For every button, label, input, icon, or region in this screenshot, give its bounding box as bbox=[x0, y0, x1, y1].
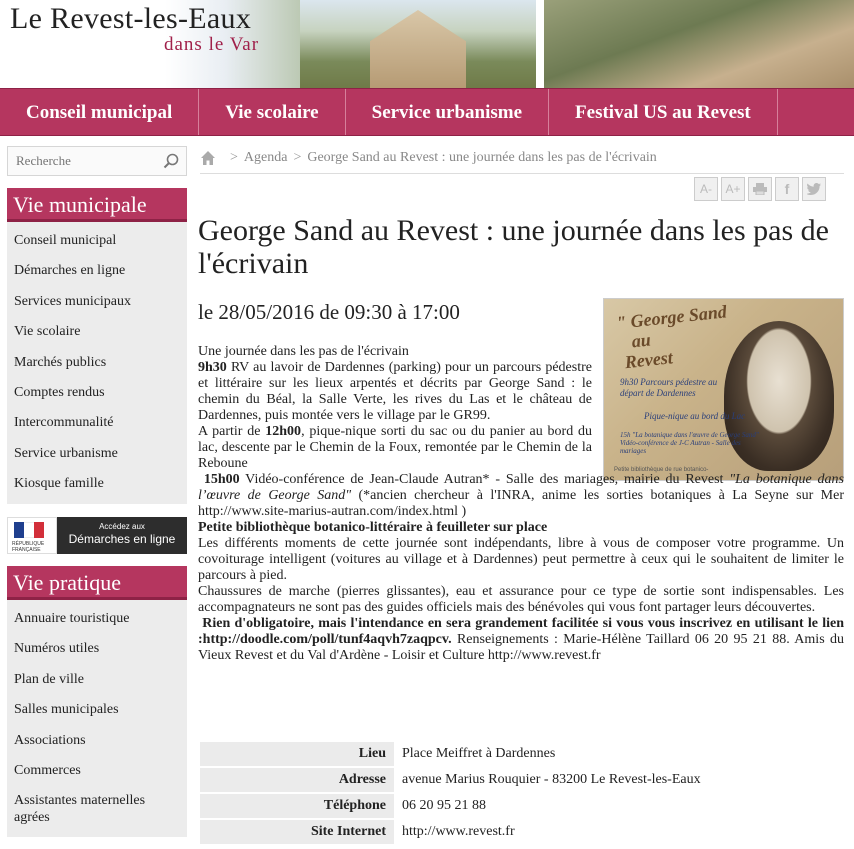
demarches-banner-line1: Accédez aux bbox=[99, 522, 145, 531]
search-input[interactable] bbox=[8, 147, 158, 175]
event-date: le 28/05/2016 de 09:30 à 17:00 bbox=[198, 300, 460, 324]
poster-note-2: Pique-nique au bord du Lac bbox=[644, 411, 746, 421]
site-subtitle: dans le Var bbox=[164, 34, 260, 55]
search-icon[interactable] bbox=[163, 153, 179, 169]
info-value-link[interactable]: http://www.revest.fr bbox=[394, 820, 844, 844]
poster-caption: Petite bibliothèque de rue botanico- bbox=[614, 467, 709, 473]
paragraph-parcours: 9h30 RV au lavoir de Dardennes (parking) pour un parcours pédestre et littéraire sur les lieux arpentés et décrits par George Sand : le chemin du Béal, la Salle Verte, les rives du Las et le château de Dardennes, puis montée vers le village par le GR99. bbox=[198, 360, 592, 423]
breadcrumb-separator: > bbox=[230, 150, 238, 165]
topnav-vie-scolaire[interactable]: Vie scolaire bbox=[199, 89, 345, 136]
paragraph-pique-nique: A partir de 12h00, pique-nique sorti du sac ou du panier au bord du lac, descente par le Chemin de la Foux, remontée par le Chemin de la Reboune bbox=[198, 424, 592, 471]
table-row bbox=[200, 742, 844, 766]
event-description bbox=[198, 344, 844, 664]
twitter-icon[interactable] bbox=[802, 177, 826, 201]
sidebar-item-marches-publics[interactable]: Marchés publics bbox=[14, 354, 107, 370]
breadcrumb bbox=[200, 150, 844, 174]
event-info-table bbox=[200, 740, 844, 846]
sidebar-item-vie-scolaire[interactable]: Vie scolaire bbox=[14, 324, 81, 340]
topnav-conseil-municipal[interactable]: Conseil municipal bbox=[0, 89, 199, 136]
sidebar-item-service-urbanisme[interactable]: Service urbanisme bbox=[14, 445, 118, 461]
paragraph-bibliotheque: Petite bibliothèque botanico-littéraire à feuilleter sur place bbox=[198, 520, 548, 535]
sidebar-item-kiosque-famille[interactable]: Kiosque famille bbox=[14, 476, 104, 492]
vie-pratique-menu bbox=[7, 566, 187, 837]
page-title: George Sand au Revest : une journée dans les pas de l'écrivain bbox=[198, 214, 829, 280]
home-icon[interactable] bbox=[200, 150, 216, 166]
info-label: Lieu bbox=[200, 742, 394, 766]
sidebar-item-associations[interactable]: Associations bbox=[14, 732, 86, 748]
sidebar-item-comptes-rendus[interactable]: Comptes rendus bbox=[14, 384, 105, 400]
intro-line: Une journée dans les pas de l'écrivain bbox=[198, 344, 409, 359]
header-photo-village bbox=[544, 0, 854, 88]
marianne-logo-text: RÉPUBLIQUE FRANÇAISE bbox=[12, 541, 45, 553]
top-navigation bbox=[0, 88, 854, 136]
site-logo[interactable] bbox=[0, 0, 300, 88]
paragraph-inscription: Rien d'obligatoire, mais l'intendance en sera grandement facilitée si vous vous inscrivez en utilisant le lien :http://doodle.com/poll/tunf4aqvh7zaqpcv. Renseignements : Marie-Hélène Taillard 06 20 95 21 88. Amis du Vieux Revest et du Val d'Ardène - Loisir et Culture http://www.revest.fr bbox=[198, 616, 844, 663]
table-row bbox=[200, 820, 844, 844]
table-row bbox=[200, 794, 844, 818]
sidebar-item-annuaire-touristique[interactable]: Annuaire touristique bbox=[14, 611, 130, 626]
site-header bbox=[0, 0, 854, 88]
print-icon[interactable] bbox=[748, 177, 772, 201]
vie-municipale-list bbox=[7, 222, 187, 504]
page-tools bbox=[694, 177, 838, 203]
info-value: avenue Marius Rouquier - 83200 Le Revest-les-Eaux bbox=[394, 768, 844, 792]
vie-municipale-menu bbox=[7, 188, 187, 504]
info-label: Site Internet bbox=[200, 820, 394, 844]
paragraph-programme: Les différents moments de cette journée sont indépendants, libre à vous de composer votre programme. Un covoiturage intelligent (voitures au village et à Dardennes) peut permettre à ceux qui le souhaitent de limiter le parcours à pied. bbox=[198, 536, 844, 583]
info-value: 06 20 95 21 88 bbox=[394, 794, 844, 818]
sidebar-item-conseil-municipal[interactable]: Conseil municipal bbox=[14, 233, 117, 248]
topnav-service-urbanisme[interactable]: Service urbanisme bbox=[346, 89, 549, 136]
breadcrumb-current: George Sand au Revest : une journée dans les pas de l'écrivain bbox=[307, 150, 657, 165]
decrease-font-button[interactable]: A- bbox=[694, 177, 718, 201]
topnav-festival-us[interactable]: Festival US au Revest bbox=[549, 89, 778, 136]
info-label: Adresse bbox=[200, 768, 394, 792]
sidebar-item-assistantes-maternelles[interactable]: Assistantes maternelles agrées bbox=[14, 793, 146, 826]
poster-note-1: 9h30 Parcours pédestre au départ de Dardennes bbox=[620, 377, 718, 398]
search-box bbox=[7, 146, 187, 176]
info-value: Place Meiffret à Dardennes bbox=[394, 742, 844, 766]
facebook-icon[interactable]: f bbox=[775, 177, 799, 201]
breadcrumb-agenda[interactable]: Agenda bbox=[243, 150, 288, 165]
vie-pratique-list bbox=[7, 600, 187, 837]
sidebar-item-salles-municipales[interactable]: Salles municipales bbox=[14, 702, 119, 718]
table-row bbox=[200, 768, 844, 792]
marianne-logo bbox=[7, 517, 57, 554]
sidebar-item-services-municipaux[interactable]: Services municipaux bbox=[14, 293, 132, 309]
sidebar-item-plan-de-ville[interactable]: Plan de ville bbox=[14, 671, 84, 687]
increase-font-button[interactable]: A+ bbox=[721, 177, 745, 201]
demarches-banner-line2: Démarches en ligne bbox=[68, 532, 176, 546]
info-label: Téléphone bbox=[200, 794, 394, 818]
poster-note-3: 15h "La botanique dans l'œuvre de George Sand" Vidéo-conférence de J-C Autran - Salle des mariages bbox=[620, 431, 759, 455]
breadcrumb-separator: > bbox=[293, 150, 302, 165]
vie-pratique-title: Vie pratique bbox=[7, 566, 187, 600]
poster-title: " George Sand au Revest bbox=[615, 301, 728, 373]
sidebar-item-demarches-en-ligne[interactable]: Démarches en ligne bbox=[14, 263, 126, 279]
vie-municipale-title: Vie municipale bbox=[7, 188, 187, 222]
sidebar-item-intercommunalite[interactable]: Intercommunalité bbox=[14, 415, 114, 431]
sidebar-item-commerces[interactable]: Commerces bbox=[14, 762, 81, 778]
sidebar-item-numeros-utiles[interactable]: Numéros utiles bbox=[14, 641, 100, 657]
paragraph-conference: 15h00 Vidéo-conférence de Jean-Claude Autran* - Salle des mariages, mairie du Revest "La botanique dans l’œuvre de George Sand" (*ancien chercheur à l'INRA, anime les sorties botaniques à La Seyne sur Mer http://www.site-marius-autran.com/index.html ) bbox=[198, 472, 844, 519]
demarches-en-ligne-banner[interactable] bbox=[7, 517, 187, 554]
paragraph-equipement: Chaussures de marche (pierres glissantes), eau et assurance pour ce type de sortie sont indispensables. Les accompagnateurs ne sont pas des guides officiels mais des bénévoles qui vous font partager leurs découvertes. bbox=[198, 584, 844, 615]
site-name[interactable]: Le Revest-les-Eaux bbox=[10, 2, 252, 35]
